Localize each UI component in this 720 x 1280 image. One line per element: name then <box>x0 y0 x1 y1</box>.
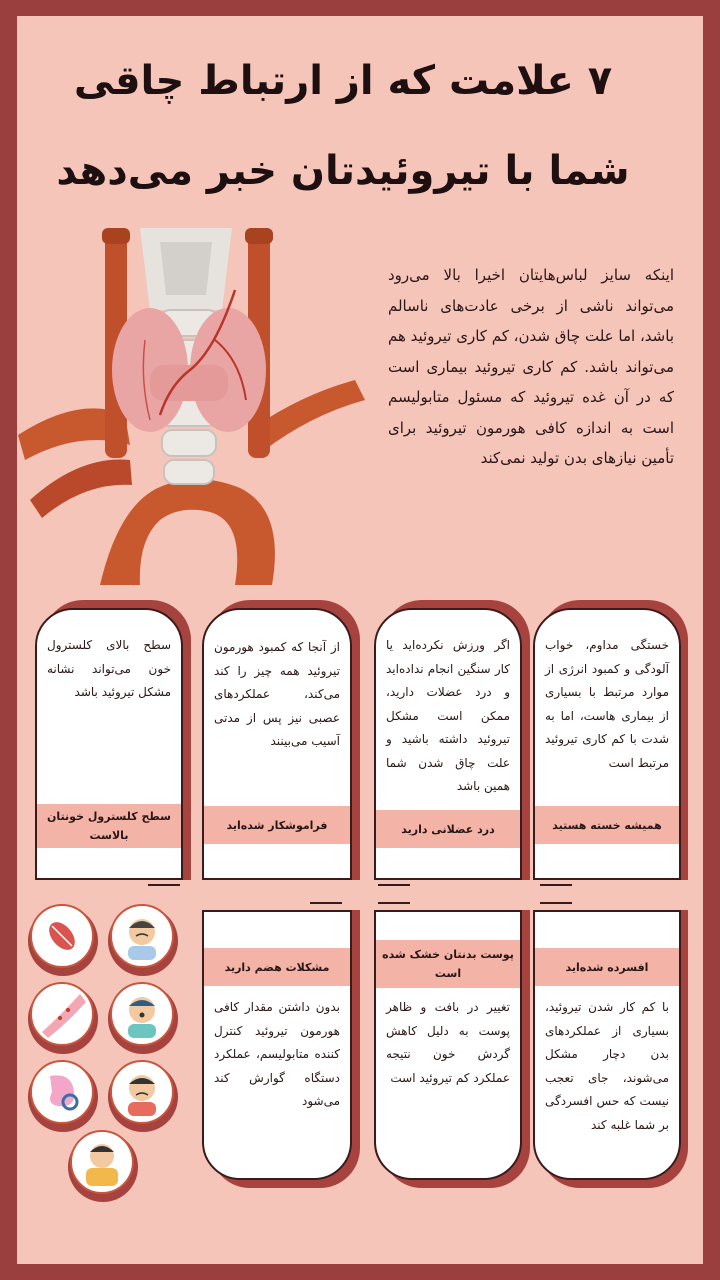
connector-line <box>148 884 180 886</box>
sad-person-icon <box>110 1060 174 1124</box>
intro-paragraph: اینکه سایز لباس‌هایتان اخیرا بالا می‌رود می‌تواند ناشی از برخی عادت‌های ناسالم باشد، اما علت چاق شدن، کم کاری تیروئید هم می‌تواند باشد. کم کاری تیروئید بیماری است که در آن غده تیروئید که مسئول متابولیسم است به اندازه کافی هورمون تیروئید برای تأمین نیازهای بدن تولید نمی‌کند <box>388 266 674 467</box>
card-title-band <box>204 806 350 844</box>
card-body: سطح بالای کلسترول خون می‌تواند نشانه مشکل تیروئید باشد <box>47 638 171 699</box>
connector-line <box>540 884 572 886</box>
card-body: بدون داشتن مقدار کافی هورمون تیروئید کنترل کننده متابولیسم، عملکرد دستگاه گوارش کند می‌شود <box>214 1000 340 1108</box>
card-title-band <box>535 806 679 844</box>
card-depressed <box>533 910 681 1180</box>
card-title: پوست بدنتان خشک شده است <box>382 948 514 980</box>
card-title: افسرده شده‌اید <box>565 960 649 974</box>
connector-line <box>310 902 342 904</box>
connector-line <box>378 902 410 904</box>
card-body: اگر ورزش نکرده‌اید یا کار سنگین انجام نداده‌اید و درد عضلات دارید، ممکن است مشکل تیروئید داشته باشید و علت چاق شدن شما همین باشد <box>386 638 510 793</box>
card-always-tired <box>533 608 681 880</box>
card-title-band <box>376 940 520 988</box>
card-title: مشکلات هضم دارید <box>224 960 330 974</box>
cold-person-icon <box>70 1130 134 1194</box>
title-line-1: ۷ علامت که از ارتباط چاقی <box>73 58 613 104</box>
title-line-2: شما با تیروئیدتان خبر می‌دهد <box>56 148 630 194</box>
card-title-band <box>376 810 520 848</box>
stomach-icon <box>30 1060 94 1124</box>
connector-line <box>540 902 572 904</box>
card-body: با کم کار شدن تیروئید، بسیاری از عملکردهای بدن دچار مشکل می‌شوند، جای تعجب نیست که حس افسردگی بر شما غلبه کند <box>545 1000 669 1132</box>
tired-person-icon <box>110 904 174 968</box>
card-body: از آنجا که کمبود هورمون تیروئید همه چیز را کند می‌کند، عملکردهای عصبی نیز پس از مدتی آسیب می‌بینند <box>214 640 340 748</box>
card-title: درد عضلانی دارید <box>401 822 495 836</box>
card-title: سطح کلسترول خونتان بالاست <box>47 810 171 842</box>
thyroid-illustration <box>0 200 370 600</box>
card-title: همیشه خسته هستید <box>552 818 662 832</box>
card-title-band <box>37 804 181 848</box>
card-body: خستگی مداوم، خواب آلودگی و کمبود انرژی از موارد مرتبط با بسیاری از بیماری هاست، اما به شدت با کم کاری تیروئید مرتبط است <box>545 638 669 770</box>
muscle-icon <box>30 904 94 968</box>
confused-person-icon <box>110 982 174 1046</box>
card-body: تغییر در بافت و ظاهر پوست به دلیل کاهش گردش خون نتیجه عملکرد کم تیروئید است <box>386 1000 510 1085</box>
card-title-band <box>204 948 350 986</box>
card-digestion <box>202 910 352 1180</box>
card-title-band <box>535 948 679 986</box>
card-high-cholesterol <box>35 608 183 880</box>
card-dry-skin <box>374 910 522 1180</box>
card-muscle-pain <box>374 608 522 880</box>
card-title: فراموشکار شده‌اید <box>226 818 328 832</box>
skin-icon <box>30 982 94 1046</box>
card-forgetful <box>202 608 352 880</box>
connector-line <box>378 884 410 886</box>
